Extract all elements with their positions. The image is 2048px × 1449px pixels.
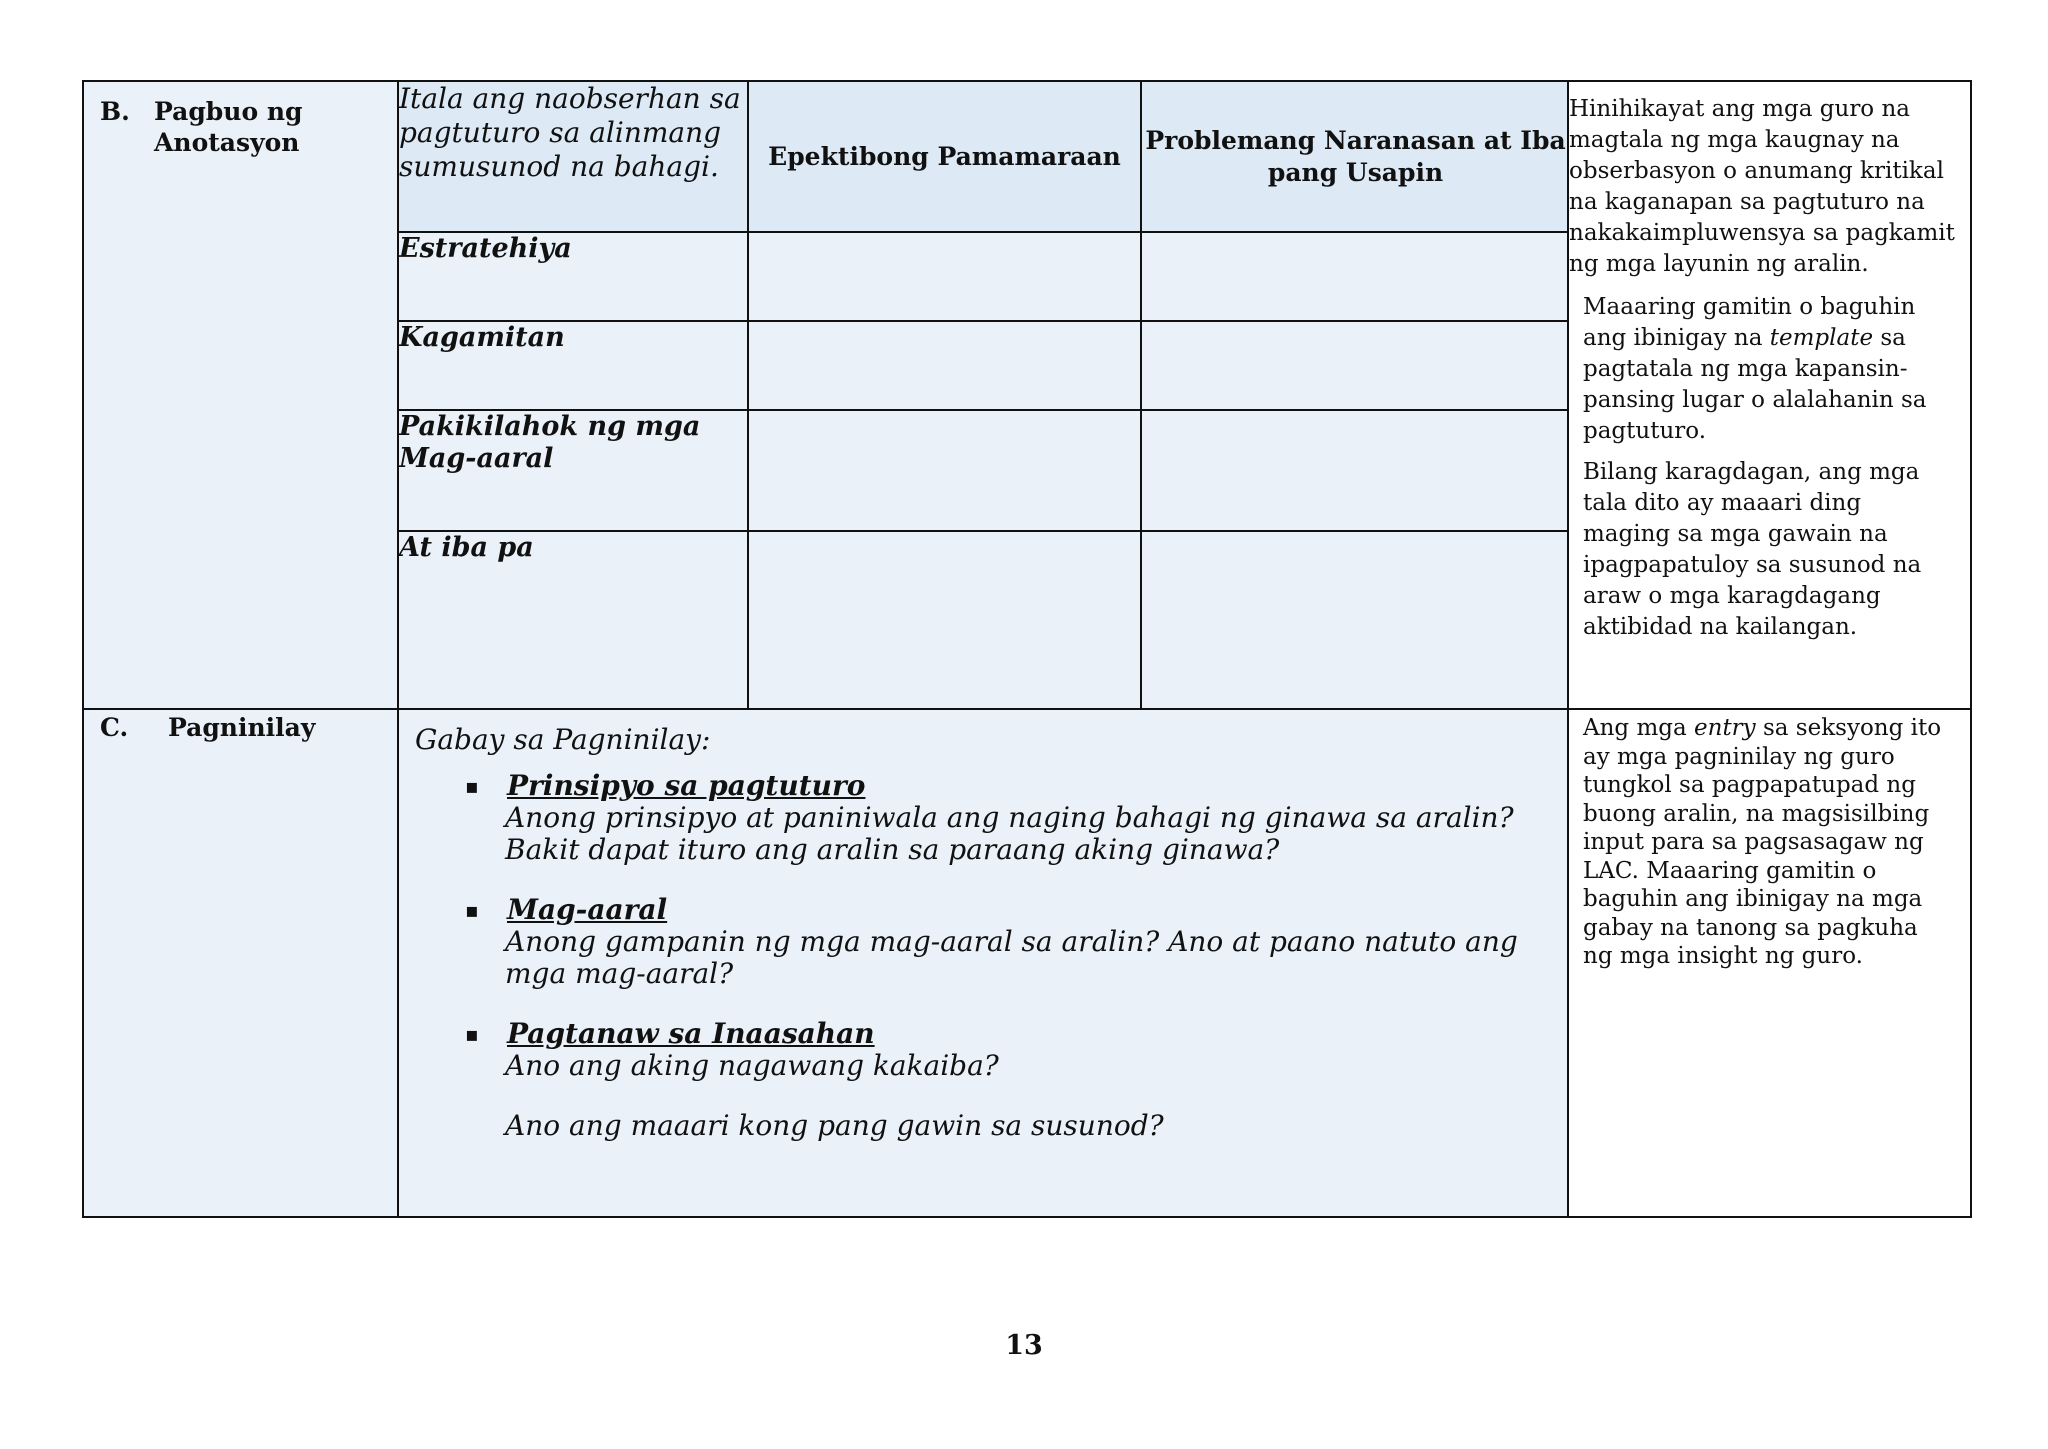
bullet-icon: ▪: [465, 898, 479, 922]
guide-item-heading: Mag-aaral: [507, 893, 668, 926]
guide-item-question: Ano ang maaari kong pang gawin sa susunod?: [505, 1109, 1164, 1142]
bullet-icon: ▪: [465, 774, 479, 798]
problems-cell[interactable]: [1141, 410, 1569, 531]
row-label-kagamitan: Kagamitan: [399, 321, 748, 410]
effective-cell[interactable]: [748, 531, 1141, 708]
section-c-title: Pagninilay: [168, 713, 316, 742]
guide-item: [465, 894, 1547, 990]
note-paragraph: Bilang karagdagan, ang mga tala dito ay maaari ding maging sa mga gawain na ipagpapatuloy sa susunod na araw o mga karagdagang aktibidad na kailangan.: [1583, 459, 1922, 640]
problems-cell[interactable]: [1141, 321, 1569, 410]
annotation-grid-cell: [398, 81, 1568, 709]
note-paragraph: Maaaring gamitin o baguhin ang ibinigay na template sa pagtatala ng mga kapansin-pansing lugar o alalahanin sa pagtuturo.: [1583, 294, 1927, 444]
annotation-header-row: [399, 82, 1569, 232]
reflection-guide-list: [415, 770, 1547, 1142]
effective-cell[interactable]: [748, 232, 1141, 321]
guide-item-question: Anong gampanin ng mga mag-aaral sa aralin? Ano at paano natuto ang mga mag-aaral?: [505, 925, 1518, 990]
guide-item-heading: Prinsipyo sa pagtuturo: [507, 769, 866, 802]
section-c-notes: [1568, 709, 1971, 1217]
guide-item-question: Ano ang aking nagawang kakaiba?: [505, 1049, 999, 1082]
annotation-row: [399, 531, 1569, 708]
problems-cell[interactable]: [1141, 232, 1569, 321]
problems-cell[interactable]: [1141, 531, 1569, 708]
effective-cell[interactable]: [748, 410, 1141, 531]
row-label-at-iba-pa: At iba pa: [399, 531, 748, 708]
annotation-row: [399, 410, 1569, 531]
section-c-label: [83, 709, 398, 1217]
column-header-problems: Problemang Naranasan at Iba pang Usapin: [1141, 82, 1569, 232]
annotation-grid: [399, 82, 1569, 708]
bullet-icon: ▪: [465, 1022, 479, 1046]
annotation-intro: Itala ang naobserhan sa pagtuturo sa alinmang sumusunod na bahagi.: [399, 82, 748, 232]
section-b-notes: [1568, 81, 1971, 709]
note-paragraph: Hinihikayat ang mga guro na magtala ng mga kaugnay na obserbasyon o anumang kritikal na kaganapan sa pagtuturo na nakakaimpluwensya sa pagkamit ng mga layunin ng aralin.: [1569, 96, 1955, 277]
section-c-letter: C.: [100, 713, 129, 742]
guide-item-heading: Pagtanaw sa Inaasahan: [507, 1017, 875, 1050]
guide-item-question: Anong prinsipyo at paniniwala ang naging bahagi ng ginawa sa aralin? Bakit dapat ituro ang aralin sa paraang aking ginawa?: [505, 801, 1514, 866]
row-label-pakikilahok: Pakikilahok ng mga Mag-aaral: [399, 410, 748, 531]
section-b-label: [83, 81, 398, 709]
section-b-title: Pagbuo ng Anotasyon: [154, 97, 303, 157]
reflection-guide-title: Gabay sa Pagninilay:: [415, 723, 711, 756]
lesson-plan-table: [82, 80, 1972, 1218]
section-c-row: [83, 709, 1971, 1217]
guide-item: [465, 1018, 1547, 1142]
row-label-estratehiya: Estratehiya: [399, 232, 748, 321]
section-b-row: [83, 81, 1971, 709]
note-paragraph: Ang mga entry sa seksyong ito ay mga pagninilay ng guro tungkol sa pagpapatupad ng buong aralin, na magsisilbing input para sa pagsasagaw ng LAC. Maaaring gamitin o baguhin ang ibinigay na mga gabay na tanong sa pagkuha ng mga insight ng guro.: [1583, 715, 1942, 969]
effective-cell[interactable]: [748, 321, 1141, 410]
reflection-guide-cell: [398, 709, 1568, 1217]
guide-item: [465, 770, 1547, 866]
annotation-row: [399, 321, 1569, 410]
annotation-row: [399, 232, 1569, 321]
page-number: 13: [1005, 1330, 1043, 1361]
section-b-letter: B.: [100, 97, 130, 126]
column-header-effective: Epektibong Pamamaraan: [748, 82, 1141, 232]
